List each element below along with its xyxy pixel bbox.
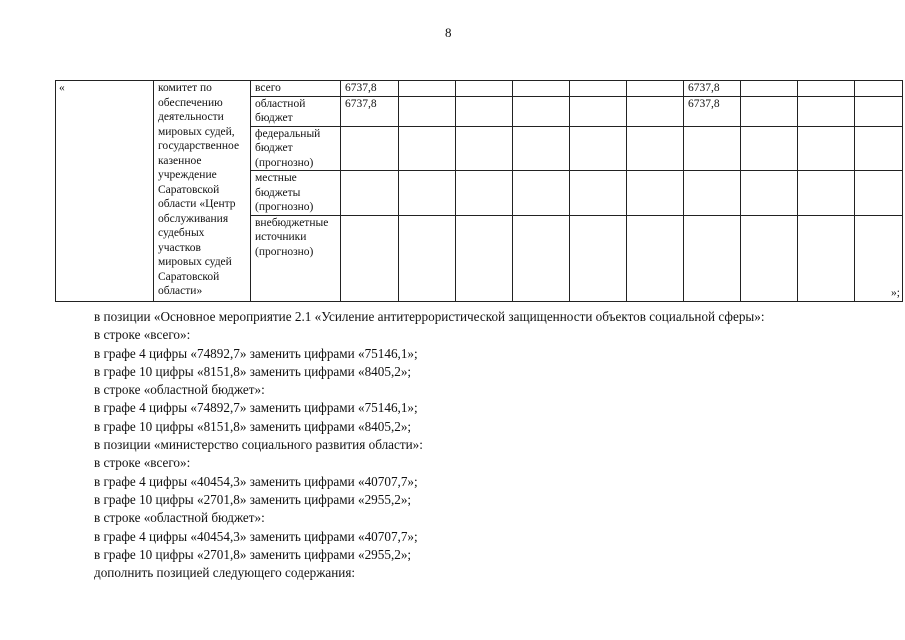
source-cell: всего <box>251 81 341 97</box>
budget-table <box>55 80 903 302</box>
value-col10: 6737,8 <box>684 96 741 126</box>
text-line: в графе 4 цифры «40454,3» заменить цифрами «40707,7»; <box>94 528 418 544</box>
text-line: в графе 10 цифры «2701,8» заменить цифрами «2955,2»; <box>94 491 412 507</box>
text-line: в строке «всего»: <box>94 455 191 471</box>
responsible-org: комитет по обеспечению деятельности мировых судей, государственное казенное учреждение Саратовской области «Центр обслуживания судебных участков мировых судей Саратовской области» <box>154 81 251 302</box>
source-cell: областной бюджет <box>251 96 341 126</box>
source-cell: федеральный бюджет (прогнозно) <box>251 126 341 171</box>
text-line: в строке «всего»: <box>94 327 191 343</box>
text-line: в графе 10 цифры «8151,8» заменить цифрами «8405,2»; <box>94 363 412 379</box>
text-line: дополнить позицией следующего содержания: <box>94 565 356 581</box>
table-close-mark: »; <box>891 287 900 299</box>
text-line: в графе 10 цифры «8151,8» заменить цифрами «8405,2»; <box>94 418 412 434</box>
value-col4: 6737,8 <box>341 81 399 97</box>
text-line: в строке «областной бюджет»: <box>94 382 265 398</box>
source-cell: местные бюджеты (прогнозно) <box>251 171 341 216</box>
paragraph-intro <box>94 308 845 326</box>
text-line: в позиции «министерство социального развития области»: <box>94 437 423 453</box>
value-col4: 6737,8 <box>341 96 399 126</box>
text-line: в графе 10 цифры «2701,8» заменить цифрами «2955,2»; <box>94 546 412 562</box>
text-line: в графе 4 цифры «74892,7» заменить цифрами «75146,1»; <box>94 400 418 416</box>
intro-text: в позиции «Основное мероприятие 2.1 «Усиление антитеррористической защищенности объектов социальной сферы»: <box>94 309 765 324</box>
text-line: в графе 4 цифры «40454,3» заменить цифрами «40707,7»; <box>94 473 418 489</box>
source-cell: внебюджетные источники (прогнозно) <box>251 215 341 301</box>
amendment-text <box>94 308 845 582</box>
value-col10: 6737,8 <box>684 81 741 97</box>
page-number: 8 <box>445 25 452 40</box>
text-line: в строке «областной бюджет»: <box>94 510 265 526</box>
text-line: в графе 4 цифры «74892,7» заменить цифрами «75146,1»; <box>94 345 418 361</box>
table-open-quote: « <box>56 81 154 302</box>
